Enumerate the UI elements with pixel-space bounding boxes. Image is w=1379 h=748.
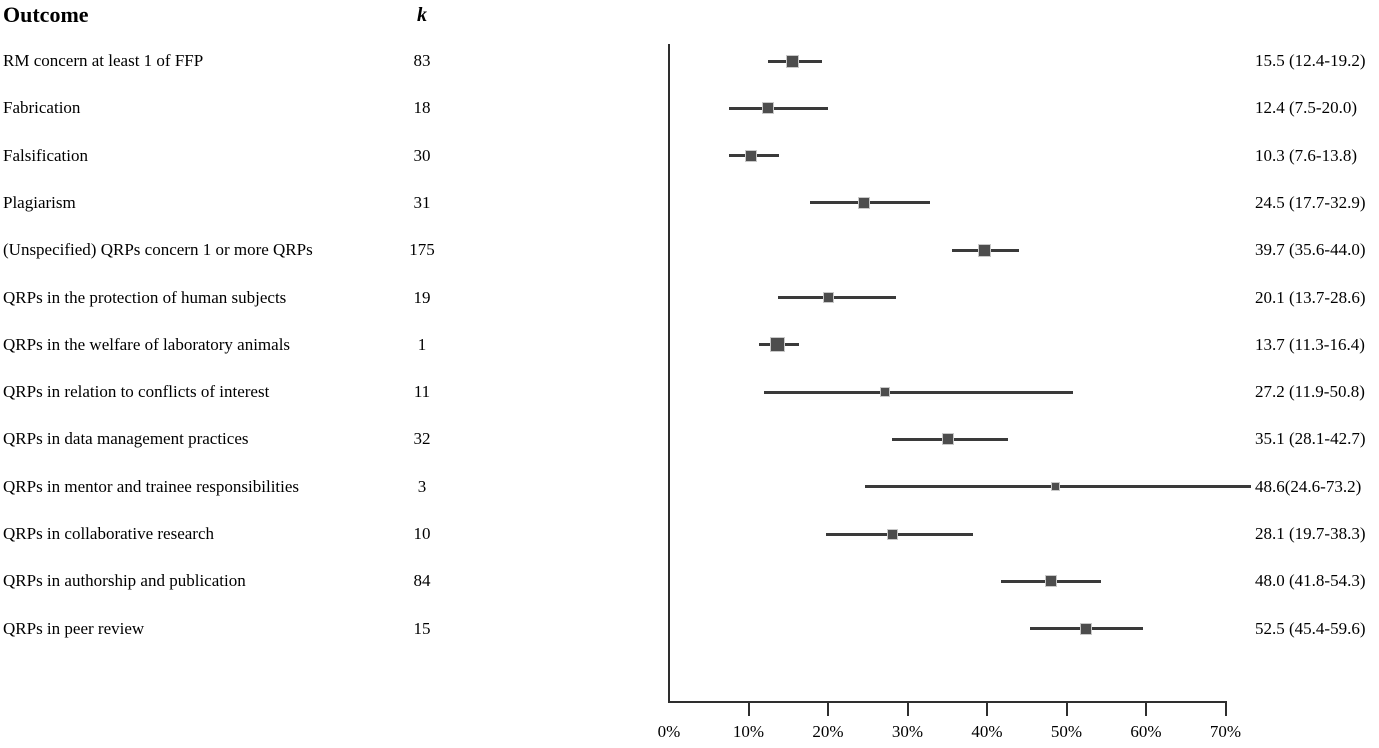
- outcome-label: QRPs in the welfare of laboratory animals: [3, 334, 291, 354]
- k-value: 31: [413, 192, 431, 212]
- estimate-ci-text: 52.5 (45.4-59.6): [1255, 618, 1366, 638]
- outcome-label: QRPs in data management practices: [3, 429, 249, 449]
- estimate-marker: [824, 293, 833, 302]
- estimate-ci-text: 13.7 (11.3-16.4): [1255, 334, 1365, 354]
- k-value: 30: [413, 145, 431, 165]
- ci-line: [778, 296, 897, 299]
- outcome-label: QRPs in mentor and trainee responsibilities: [3, 476, 300, 496]
- k-value: 10: [413, 524, 431, 543]
- estimate-marker: [1081, 624, 1091, 634]
- estimate-ci-text: 10.3 (7.6-13.8): [1255, 145, 1357, 165]
- x-axis-tick-label: 10%: [732, 722, 765, 741]
- estimate-ci-text: 24.5 (17.7-32.9): [1255, 192, 1366, 212]
- x-axis-tick: [827, 703, 829, 716]
- y-axis-line: [668, 44, 670, 703]
- estimate-ci-text: 35.1 (28.1-42.7): [1255, 429, 1366, 449]
- x-axis-tick-label: 20%: [812, 722, 844, 741]
- estimate-ci-text: 12.4 (7.5-20.0): [1255, 98, 1357, 118]
- outcome-label: Plagiarism: [3, 192, 76, 212]
- estimate-ci-text: 39.7 (35.6-44.0): [1255, 240, 1366, 260]
- estimate-marker: [763, 103, 773, 113]
- estimate-marker: [979, 245, 990, 256]
- outcome-label: Fabrication: [3, 98, 81, 118]
- estimate-ci-text: 48.0 (41.8-54.3): [1255, 571, 1366, 591]
- outcome-label: QRPs in relation to conflicts of interest: [3, 382, 270, 402]
- x-axis-tick-label: 70%: [1209, 722, 1242, 741]
- ci-line: [810, 201, 931, 204]
- k-value: 19: [413, 287, 431, 307]
- k-value: 11: [413, 382, 431, 402]
- k-value: 1: [417, 334, 427, 354]
- ci-line: [764, 391, 1073, 394]
- outcome-label: QRPs in collaborative research: [3, 524, 215, 543]
- k-value: 15: [413, 618, 431, 638]
- estimate-marker: [771, 338, 784, 351]
- ci-line: [729, 107, 828, 110]
- x-axis-tick: [907, 703, 909, 716]
- estimate-marker: [943, 434, 953, 444]
- outcome-label: RM concern at least 1 of FFP: [3, 51, 204, 70]
- x-axis-tick-label: 40%: [971, 722, 1003, 741]
- x-axis-tick: [1225, 703, 1227, 716]
- x-axis-tick-label: 50%: [1050, 722, 1083, 741]
- k-value: 83: [413, 51, 431, 70]
- estimate-marker: [787, 56, 798, 67]
- estimate-marker: [859, 198, 869, 208]
- estimate-marker: [1052, 483, 1059, 490]
- k-value: 18: [413, 98, 431, 118]
- x-axis-tick-label: 0%: [657, 722, 681, 741]
- x-axis-tick: [986, 703, 988, 716]
- outcome-label: QRPs in authorship and publication: [3, 571, 246, 591]
- outcome-label: QRPs in peer review: [3, 618, 145, 638]
- k-value: 84: [413, 571, 431, 591]
- estimate-ci-text: 48.6(24.6-73.2): [1255, 476, 1362, 496]
- k-column-header: k: [417, 4, 427, 26]
- k-value: 3: [417, 476, 427, 496]
- outcome-label: (Unspecified) QRPs concern 1 or more QRPs: [3, 240, 313, 260]
- estimate-ci-text: 28.1 (19.7-38.3): [1255, 524, 1366, 543]
- estimate-marker: [888, 530, 897, 539]
- ci-line: [826, 533, 974, 536]
- x-axis-tick-label: 30%: [891, 722, 924, 741]
- estimate-ci-text: 27.2 (11.9-50.8): [1255, 382, 1365, 402]
- outcome-label: Falsification: [3, 145, 88, 165]
- outcome-label: QRPs in the protection of human subjects: [3, 287, 287, 307]
- estimate-ci-text: 20.1 (13.7-28.6): [1255, 287, 1366, 307]
- k-value: 175: [409, 240, 435, 260]
- estimate-ci-text: 15.5 (12.4-19.2): [1255, 51, 1366, 70]
- estimate-marker: [1046, 576, 1056, 586]
- k-value: 32: [413, 429, 431, 449]
- x-axis-tick: [1066, 703, 1068, 716]
- x-axis-line: [668, 701, 1227, 703]
- x-axis-tick-label: 60%: [1130, 722, 1162, 741]
- estimate-marker: [746, 151, 756, 161]
- estimate-marker: [881, 388, 889, 396]
- x-axis-tick: [748, 703, 750, 716]
- x-axis-tick: [1145, 703, 1147, 716]
- outcome-column-header: Outcome: [3, 2, 89, 27]
